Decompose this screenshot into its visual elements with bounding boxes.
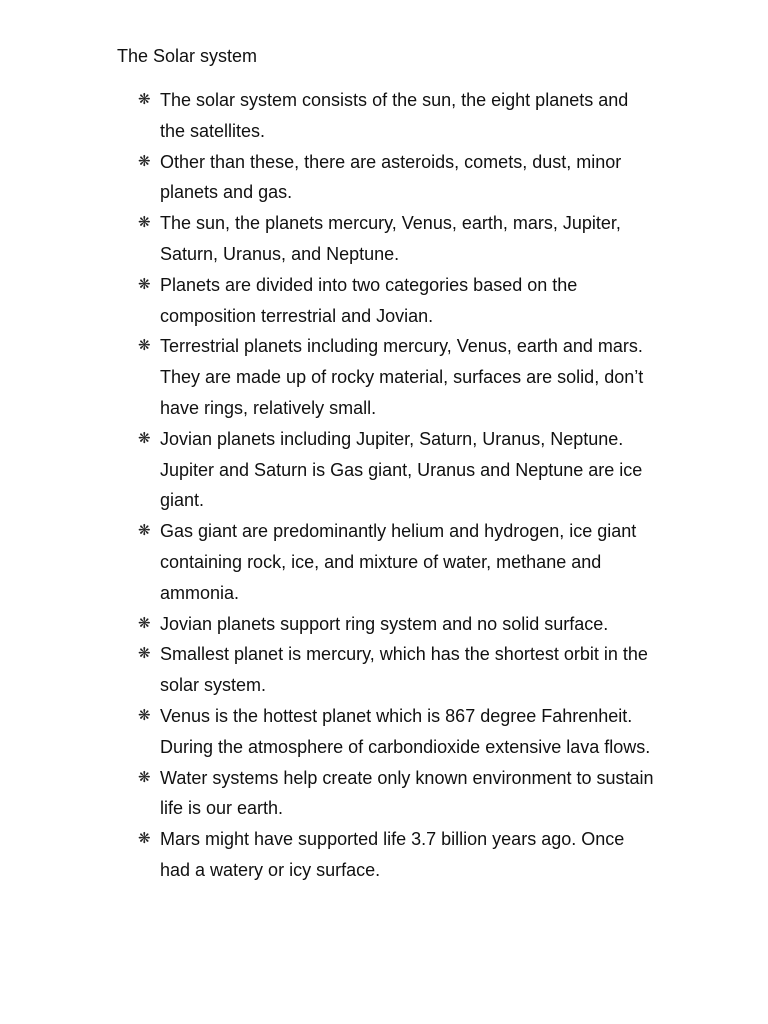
asterisk-bullet-icon: ❋ [138,214,151,232]
document-title: The Solar system [117,46,258,66]
list-item [138,639,658,701]
list-item-text: Terrestrial planets including mercury, Venus, earth and mars. They are made up of rocky material, surfaces are solid, don’t have rings, relatively small. [160,336,644,418]
list-item [138,85,658,147]
asterisk-bullet-icon: ❋ [138,522,151,540]
list-item [138,424,658,516]
asterisk-bullet-icon: ❋ [138,830,151,848]
list-item-text: Jovian planets including Jupiter, Saturn, Uranus, Neptune. Jupiter and Saturn is Gas giant, Uranus and Neptune are ice giant. [160,428,643,511]
list-item [138,824,658,886]
list-item [138,331,658,423]
list-item [138,147,658,209]
list-item-text: The sun, the planets mercury, Venus, earth, mars, Jupiter, Saturn, Uranus, and Neptune. [160,213,621,264]
list-item [138,516,658,608]
asterisk-bullet-icon: ❋ [138,275,151,293]
asterisk-bullet-icon: ❋ [138,706,151,724]
list-item [138,609,658,640]
asterisk-bullet-icon: ❋ [138,337,151,355]
asterisk-bullet-icon: ❋ [138,645,151,663]
list-item [138,701,658,763]
list-item-text: Jovian planets support ring system and no solid surface. [160,613,609,634]
list-item [138,763,658,825]
list-item-text: Gas giant are predominantly helium and hydrogen, ice giant containing rock, ice, and mixture of water, methane and ammonia. [160,521,637,603]
asterisk-bullet-icon: ❋ [138,768,151,786]
list-item [138,208,658,270]
bullet-list [138,85,658,886]
list-item-text: Water systems help create only known environment to sustain life is our earth. [160,767,654,819]
list-item-text: Planets are divided into two categories based on the composition terrestrial and Jovian. [160,274,578,326]
list-item-text: Mars might have supported life 3.7 billion years ago. Once had a watery or icy surface. [160,829,625,880]
asterisk-bullet-icon: ❋ [138,429,151,447]
asterisk-bullet-icon: ❋ [138,91,151,108]
list-item-text: Other than these, there are asteroids, comets, dust, minor planets and gas. [160,151,622,203]
asterisk-bullet-icon: ❋ [138,614,151,632]
asterisk-bullet-icon: ❋ [138,152,151,170]
list-item-text: Smallest planet is mercury, which has the shortest orbit in the solar system. [160,644,648,696]
list-item [138,270,658,332]
list-item-text: Venus is the hottest planet which is 867 degree Fahrenheit. During the atmosphere of carbondioxide extensive lava flows. [160,705,651,757]
list-item-text: The solar system consists of the sun, the eight planets and the satellites. [160,90,629,141]
